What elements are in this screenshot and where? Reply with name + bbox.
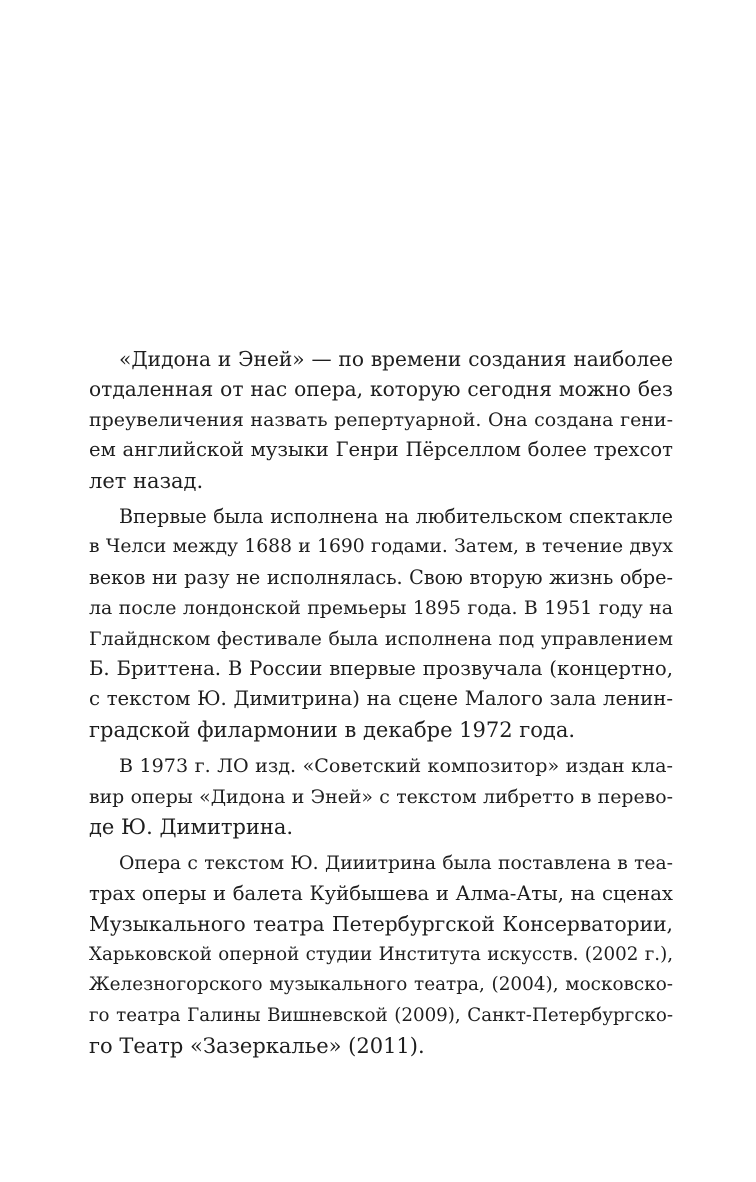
- text-line: отдаленная от нас опера, которую сегодня можно без: [89, 377, 673, 402]
- text-line: ла после лондонской премьеры 1895 года. В 1951 году на: [89, 597, 673, 620]
- text-line: градской филармонии в декабре 1972 года.: [89, 717, 576, 742]
- text-line: В 1973 г. ЛО изд. «Советский композитор» издан кла-: [119, 754, 673, 778]
- paragraph-1: [89, 344, 673, 496]
- text-line: де Ю. Димитрина.: [89, 815, 294, 840]
- text-line: ем английской музыки Генри Пёрселлом более трехсот: [89, 438, 673, 462]
- text-line: вир оперы «Дидона и Эней» с текстом либретто в перево-: [89, 785, 673, 808]
- text-line: веков ни разу не исполнялась. Свою вторую жизнь обре-: [89, 565, 673, 589]
- text-line: го Театр «Зазеркалье» (2011).: [89, 1033, 425, 1058]
- text-line: преувеличения назвать репертуарной. Она создана гени-: [89, 408, 673, 431]
- body-text: [89, 344, 673, 1067]
- paragraph-4: [89, 849, 673, 1062]
- text-line: Впервые была исполнена на любительском спектакле: [119, 505, 673, 529]
- text-line: Музыкального театра Петербургской Консерватории,: [89, 912, 673, 937]
- text-line: лет назад.: [89, 468, 204, 493]
- text-line: с текстом Ю. Димитрина) на сцене Малого зала ленин-: [89, 687, 673, 711]
- paragraph-3: [89, 751, 673, 842]
- text-line: Железногорского музыкального театра, (2004), московско-: [89, 974, 673, 996]
- text-line: Глайднском фестивале была исполнена под управлением: [89, 627, 673, 650]
- paragraph-2: [89, 502, 673, 745]
- text-line: го театра Галины Вишневской (2009), Санкт-Петербургско-: [89, 1004, 673, 1026]
- text-line: в Челси между 1688 и 1690 годами. Затем, в течение двух: [89, 536, 673, 558]
- text-line: Б. Бриттена. В России впервые прозвучала (концертно,: [89, 657, 673, 681]
- text-line: Опера с текстом Ю. Дииитрина была поставлена в теа-: [119, 852, 673, 874]
- text-line: Харьковской оперной студии Института искусств. (2002 г.),: [89, 943, 673, 965]
- text-line: трах оперы и балета Куйбышева и Алма-Аты, на сценах: [89, 881, 673, 905]
- text-line: «Дидона и Эней» — по времени создания наиболее: [119, 347, 673, 371]
